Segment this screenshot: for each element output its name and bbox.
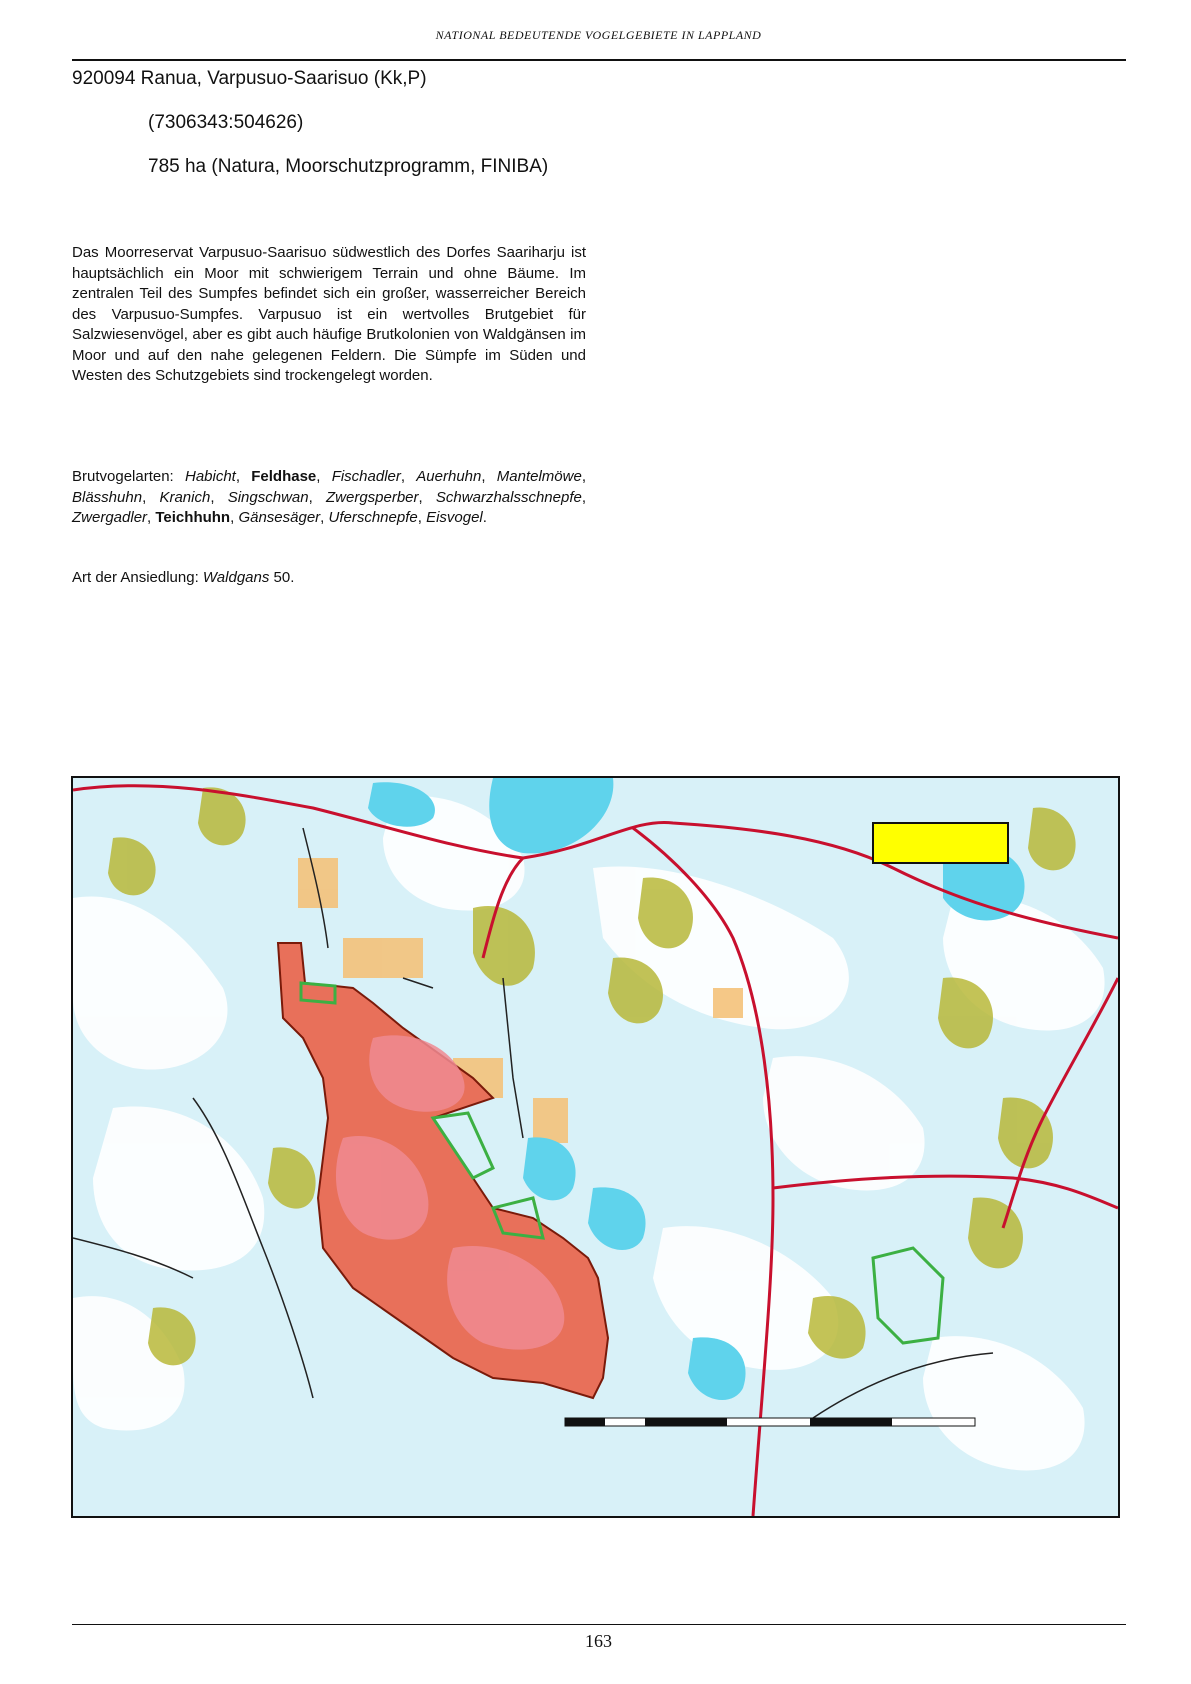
species-item: Auerhuhn bbox=[416, 468, 482, 485]
settlement-count: 50. bbox=[273, 569, 295, 586]
species-item: Singschwan bbox=[227, 488, 309, 506]
footer-rule bbox=[72, 1624, 1126, 1625]
species-item: Fischadler bbox=[331, 468, 401, 485]
breeding-species-label: Brutvogelarten: bbox=[72, 468, 174, 485]
map-graphic bbox=[73, 778, 1118, 1516]
scale-bar bbox=[565, 1418, 975, 1426]
species-item: Eisvogel bbox=[426, 509, 483, 526]
running-header: NATIONAL BEDEUTENDE VOGELGEBIETE IN LAPPLAND bbox=[435, 28, 762, 42]
page-number: 163 bbox=[585, 1631, 612, 1651]
site-area: 785 ha (Natura, Moorschutzprogramm, FINIBA) bbox=[148, 156, 549, 177]
site-description: Das Moorreservat Varpusuo-Saarisuo südwestlich des Dorfes Saariharju ist hauptsächlich ein Moor mit schwierigem Terrain und ohne Bäume. Im zentralen Teil des Sumpfes befindet sich ein großer, wasserreicher Bereich des Varpusuo-Sumpfes. Varpusuo ist ein wertvolles Brutgebiet für Salzwiesenvögel, aber es gibt auch häufige Brutkolonien von Waldgänsen im Moor und auf den nahe gelegenen Feldern. Die Sümpfe im Süden und Westen des Schutzgebiets sind trockengelegt worden. bbox=[72, 244, 586, 384]
species-item: Schwarzhalsschnepfe bbox=[435, 488, 582, 506]
species-item: Mantelmöwe bbox=[496, 468, 582, 485]
species-item: Zwergsperber bbox=[325, 488, 419, 506]
settlement-paragraph bbox=[72, 568, 586, 589]
species-item: Habicht bbox=[184, 468, 236, 485]
site-coordinates: (7306343:504626) bbox=[148, 112, 304, 133]
header-rule bbox=[72, 59, 1126, 61]
map-legend-box bbox=[873, 823, 1008, 863]
breeding-species-paragraph bbox=[72, 467, 586, 529]
species-item: Zwergadler bbox=[72, 509, 148, 526]
settlement-label: Art der Ansiedlung: bbox=[72, 569, 199, 586]
site-title: 920094 Ranua, Varpusuo-Saarisuo (Kk,P) bbox=[72, 68, 427, 89]
site-map bbox=[71, 776, 1120, 1518]
breeding-species-list: Habicht, Feldhase, Fischadler, Auerhuhn, Mantelmöwe, Blässhuhn, Kranich, Singschwan, Zwergsperber, Schwarzhalsschnepfe, Zwergadler, Teichhuhn, Gänsesäger, Uferschnepfe, Eisvogel. bbox=[72, 468, 587, 526]
settlement-species: Waldgans bbox=[202, 569, 270, 586]
species-item: Teichhuhn bbox=[155, 509, 231, 526]
species-item: Uferschnepfe bbox=[328, 509, 418, 526]
species-item: Gänsesäger bbox=[238, 509, 321, 526]
species-item: Feldhase bbox=[251, 468, 317, 485]
species-item: Kranich bbox=[159, 488, 211, 506]
species-item: Blässhuhn bbox=[72, 488, 143, 506]
